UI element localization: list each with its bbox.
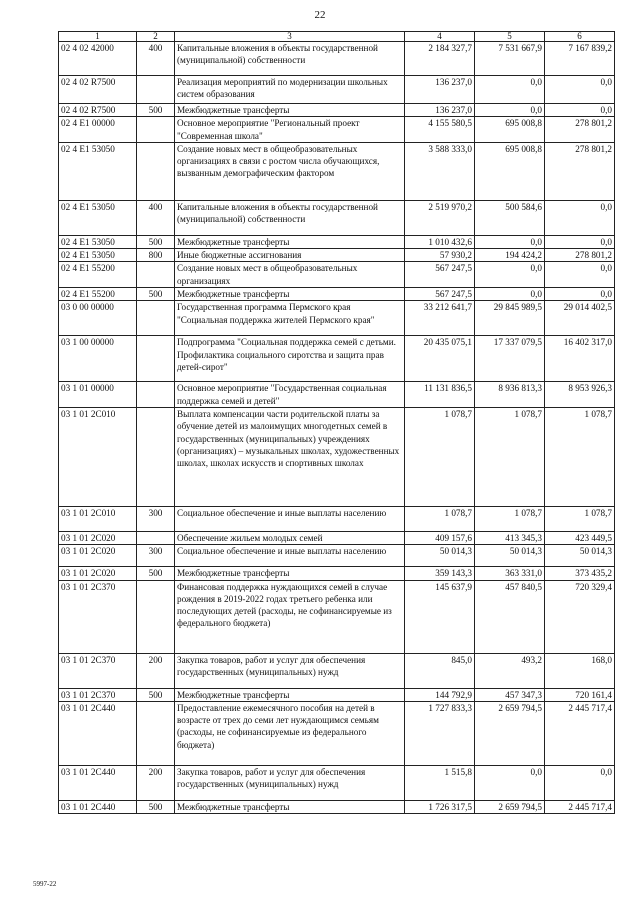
value-cell-col6: 278 801,2: [545, 117, 615, 143]
budget-code-cell: 02 4 E1 53050: [59, 249, 137, 262]
budget-code-cell: 02 4 E1 55200: [59, 288, 137, 301]
value-cell-col5: 500 584,6: [475, 200, 545, 235]
value-cell-col6: 0,0: [545, 76, 615, 104]
value-cell-col6: 0,0: [545, 235, 615, 248]
item-name-cell: Реализация мероприятий по модернизации школьных систем образования: [175, 76, 405, 104]
budget-code-cell: 03 1 01 2С440: [59, 765, 137, 800]
value-cell-col6: 1 078,7: [545, 407, 615, 506]
value-cell-col4: 33 212 641,7: [405, 301, 475, 336]
budget-code-cell: 02 4 E1 53050: [59, 235, 137, 248]
budget-code-cell: 03 1 01 2С440: [59, 701, 137, 765]
value-cell-col4: 20 435 075,1: [405, 336, 475, 382]
value-cell-col6: 0,0: [545, 288, 615, 301]
value-cell-col4: 1 727 833,3: [405, 701, 475, 765]
value-cell-col4: 3 588 333,0: [405, 142, 475, 200]
table-row: [59, 567, 615, 580]
value-cell-col5: 457 840,5: [475, 580, 545, 653]
budget-code-cell: 03 1 01 00000: [59, 382, 137, 408]
value-cell-col5: 8 936 813,3: [475, 382, 545, 408]
budget-code-cell: 03 1 01 2С010: [59, 407, 137, 506]
expense-type-cell: 500: [137, 104, 175, 117]
value-cell-col4: 2 519 970,2: [405, 200, 475, 235]
value-cell-col5: 457 347,3: [475, 688, 545, 701]
value-cell-col6: 7 167 839,2: [545, 42, 615, 76]
table-row: [59, 117, 615, 143]
expense-type-cell: [137, 142, 175, 200]
value-cell-col5: 17 337 079,5: [475, 336, 545, 382]
value-cell-col4: 136 237,0: [405, 76, 475, 104]
value-cell-col6: 720 329,4: [545, 580, 615, 653]
expense-type-cell: 200: [137, 765, 175, 800]
table-row: [59, 142, 615, 200]
item-name-cell: Иные бюджетные ассигнования: [175, 249, 405, 262]
item-name-cell: Капитальные вложения в объекты государственной (муниципальной) собственности: [175, 200, 405, 235]
budget-code-cell: 02 4 02 R7500: [59, 104, 137, 117]
value-cell-col6: 0,0: [545, 104, 615, 117]
value-cell-col4: 4 155 580,5: [405, 117, 475, 143]
expense-type-cell: 300: [137, 506, 175, 531]
table-row: [59, 42, 615, 76]
expense-type-cell: 500: [137, 235, 175, 248]
value-cell-col6: 168,0: [545, 653, 615, 688]
value-cell-col5: 363 331,0: [475, 567, 545, 580]
value-cell-col4: 2 184 327,7: [405, 42, 475, 76]
item-name-cell: Финансовая поддержка нуждающихся семей в случае рождения в 2019-2022 годах третьего ребенка или последующих детей (расходы, не софинансируемые из федерального бюджета): [175, 580, 405, 653]
budget-code-cell: 03 1 01 2С440: [59, 800, 137, 813]
item-name-cell: Социальное обеспечение и иные выплаты населению: [175, 506, 405, 531]
expense-type-cell: 300: [137, 545, 175, 567]
table-row: [59, 200, 615, 235]
value-cell-col5: 695 008,8: [475, 142, 545, 200]
item-name-cell: Закупка товаров, работ и услуг для обеспечения государственных (муниципальных) нужд: [175, 765, 405, 800]
budget-code-cell: 03 1 01 2С020: [59, 531, 137, 544]
expense-type-cell: [137, 301, 175, 336]
column-header: 4: [405, 32, 475, 42]
item-name-cell: Межбюджетные трансферты: [175, 567, 405, 580]
value-cell-col4: 359 143,3: [405, 567, 475, 580]
value-cell-col4: 1 726 317,5: [405, 800, 475, 813]
value-cell-col4: 567 247,5: [405, 288, 475, 301]
value-cell-col5: 0,0: [475, 104, 545, 117]
expense-type-cell: [137, 701, 175, 765]
item-name-cell: Межбюджетные трансферты: [175, 104, 405, 117]
item-name-cell: Государственная программа Пермского края "Социальная поддержка жителей Пермского края": [175, 301, 405, 336]
table-row: [59, 765, 615, 800]
table-row: [59, 288, 615, 301]
column-header: 6: [545, 32, 615, 42]
expense-type-cell: [137, 407, 175, 506]
value-cell-col5: 2 659 794,5: [475, 800, 545, 813]
expense-type-cell: [137, 76, 175, 104]
table-row: [59, 545, 615, 567]
value-cell-col6: 720 161,4: [545, 688, 615, 701]
value-cell-col4: 11 131 836,5: [405, 382, 475, 408]
value-cell-col5: 2 659 794,5: [475, 701, 545, 765]
table-row: [59, 235, 615, 248]
value-cell-col6: 278 801,2: [545, 249, 615, 262]
expense-type-cell: 500: [137, 567, 175, 580]
value-cell-col5: 493,2: [475, 653, 545, 688]
value-cell-col4: 845,0: [405, 653, 475, 688]
footer-code: 5997-22: [33, 880, 57, 888]
value-cell-col6: 278 801,2: [545, 142, 615, 200]
expense-type-cell: 800: [137, 249, 175, 262]
budget-code-cell: 02 4 E1 53050: [59, 142, 137, 200]
table-row: [59, 800, 615, 813]
value-cell-col6: 373 435,2: [545, 567, 615, 580]
item-name-cell: Обеспечение жильем молодых семей: [175, 531, 405, 544]
item-name-cell: Межбюджетные трансферты: [175, 688, 405, 701]
value-cell-col6: 16 402 317,0: [545, 336, 615, 382]
table-row: [59, 249, 615, 262]
table-row: [59, 382, 615, 408]
value-cell-col6: 0,0: [545, 765, 615, 800]
value-cell-col5: 7 531 667,9: [475, 42, 545, 76]
value-cell-col5: 0,0: [475, 262, 545, 288]
value-cell-col5: 0,0: [475, 765, 545, 800]
value-cell-col6: 8 953 926,3: [545, 382, 615, 408]
value-cell-col5: 0,0: [475, 288, 545, 301]
expense-type-cell: 500: [137, 288, 175, 301]
value-cell-col6: 0,0: [545, 262, 615, 288]
expense-type-cell: 400: [137, 200, 175, 235]
budget-code-cell: 03 1 01 2С020: [59, 545, 137, 567]
item-name-cell: Создание новых мест в общеобразовательных организациях в связи с ростом числа обучающихся, вызванным демографическим фактором: [175, 142, 405, 200]
value-cell-col6: 423 449,5: [545, 531, 615, 544]
item-name-cell: Выплата компенсации части родительской платы за обучение детей из малоимущих многодетных семей в государственных (муниципальных) учреждениях (организациях) – музыкальных школах, художественных школах, школах искусств и спортивных школах: [175, 407, 405, 506]
table-row: [59, 653, 615, 688]
budget-code-cell: 03 1 01 2С020: [59, 567, 137, 580]
item-name-cell: Создание новых мест в общеобразовательных организациях: [175, 262, 405, 288]
value-cell-col6: 2 445 717,4: [545, 701, 615, 765]
item-name-cell: Межбюджетные трансферты: [175, 288, 405, 301]
table-row: [59, 407, 615, 506]
budget-code-cell: 02 4 E1 00000: [59, 117, 137, 143]
expense-type-cell: [137, 336, 175, 382]
table-row: [59, 701, 615, 765]
expense-type-cell: [137, 262, 175, 288]
table-header-row: [59, 32, 615, 42]
budget-code-cell: 03 0 00 00000: [59, 301, 137, 336]
item-name-cell: Закупка товаров, работ и услуг для обеспечения государственных (муниципальных) нужд: [175, 653, 405, 688]
value-cell-col5: 695 008,8: [475, 117, 545, 143]
value-cell-col5: 29 845 989,5: [475, 301, 545, 336]
budget-code-cell: 02 4 02 R7500: [59, 76, 137, 104]
value-cell-col4: 409 157,6: [405, 531, 475, 544]
value-cell-col6: 29 014 402,5: [545, 301, 615, 336]
item-name-cell: Предоставление ежемесячного пособия на детей в возрасте от трех до семи лет нуждающимся семьям (расходы, не софинансируемые из федерального бюджета): [175, 701, 405, 765]
value-cell-col6: 0,0: [545, 200, 615, 235]
item-name-cell: Межбюджетные трансферты: [175, 800, 405, 813]
value-cell-col4: 136 237,0: [405, 104, 475, 117]
expense-type-cell: [137, 531, 175, 544]
table-row: [59, 104, 615, 117]
value-cell-col6: 1 078,7: [545, 506, 615, 531]
budget-code-cell: 03 1 01 2С010: [59, 506, 137, 531]
value-cell-col4: 1 010 432,6: [405, 235, 475, 248]
value-cell-col5: 50 014,3: [475, 545, 545, 567]
value-cell-col4: 145 637,9: [405, 580, 475, 653]
table-row: [59, 506, 615, 531]
budget-code-cell: 02 4 E1 53050: [59, 200, 137, 235]
table-row: [59, 76, 615, 104]
column-header: 5: [475, 32, 545, 42]
expense-type-cell: [137, 382, 175, 408]
table-row: [59, 531, 615, 544]
item-name-cell: Подпрограмма "Социальная поддержка семей с детьми. Профилактика социального сиротства и защита прав детей-сирот": [175, 336, 405, 382]
budget-code-cell: 03 1 01 2С370: [59, 653, 137, 688]
value-cell-col4: 1 515,8: [405, 765, 475, 800]
item-name-cell: Основное мероприятие "Государственная социальная поддержка семей и детей": [175, 382, 405, 408]
value-cell-col5: 0,0: [475, 76, 545, 104]
expense-type-cell: 500: [137, 800, 175, 813]
value-cell-col4: 1 078,7: [405, 506, 475, 531]
expense-type-cell: 200: [137, 653, 175, 688]
expense-type-cell: [137, 580, 175, 653]
value-cell-col5: 413 345,3: [475, 531, 545, 544]
value-cell-col6: 2 445 717,4: [545, 800, 615, 813]
budget-code-cell: 03 1 01 2С370: [59, 580, 137, 653]
value-cell-col5: 1 078,7: [475, 506, 545, 531]
item-name-cell: Социальное обеспечение и иные выплаты населению: [175, 545, 405, 567]
table-row: [59, 262, 615, 288]
expense-type-cell: 500: [137, 688, 175, 701]
value-cell-col4: 50 014,3: [405, 545, 475, 567]
table-row: [59, 688, 615, 701]
table-row: [59, 580, 615, 653]
table-row: [59, 336, 615, 382]
item-name-cell: Межбюджетные трансферты: [175, 235, 405, 248]
value-cell-col6: 50 014,3: [545, 545, 615, 567]
value-cell-col4: 567 247,5: [405, 262, 475, 288]
column-header: 3: [175, 32, 405, 42]
budget-code-cell: 03 1 01 2С370: [59, 688, 137, 701]
budget-code-cell: 02 4 E1 55200: [59, 262, 137, 288]
budget-code-cell: 02 4 02 42000: [59, 42, 137, 76]
table-row: [59, 301, 615, 336]
value-cell-col5: 194 424,2: [475, 249, 545, 262]
column-header: 1: [59, 32, 137, 42]
budget-table: [58, 31, 615, 814]
item-name-cell: Капитальные вложения в объекты государственной (муниципальной) собственности: [175, 42, 405, 76]
expense-type-cell: 400: [137, 42, 175, 76]
item-name-cell: Основное мероприятие "Региональный проект "Современная школа": [175, 117, 405, 143]
value-cell-col5: 0,0: [475, 235, 545, 248]
value-cell-col4: 1 078,7: [405, 407, 475, 506]
expense-type-cell: [137, 117, 175, 143]
value-cell-col4: 144 792,9: [405, 688, 475, 701]
value-cell-col4: 57 930,2: [405, 249, 475, 262]
value-cell-col5: 1 078,7: [475, 407, 545, 506]
budget-code-cell: 03 1 00 00000: [59, 336, 137, 382]
column-header: 2: [137, 32, 175, 42]
page-number: 22: [314, 9, 326, 21]
